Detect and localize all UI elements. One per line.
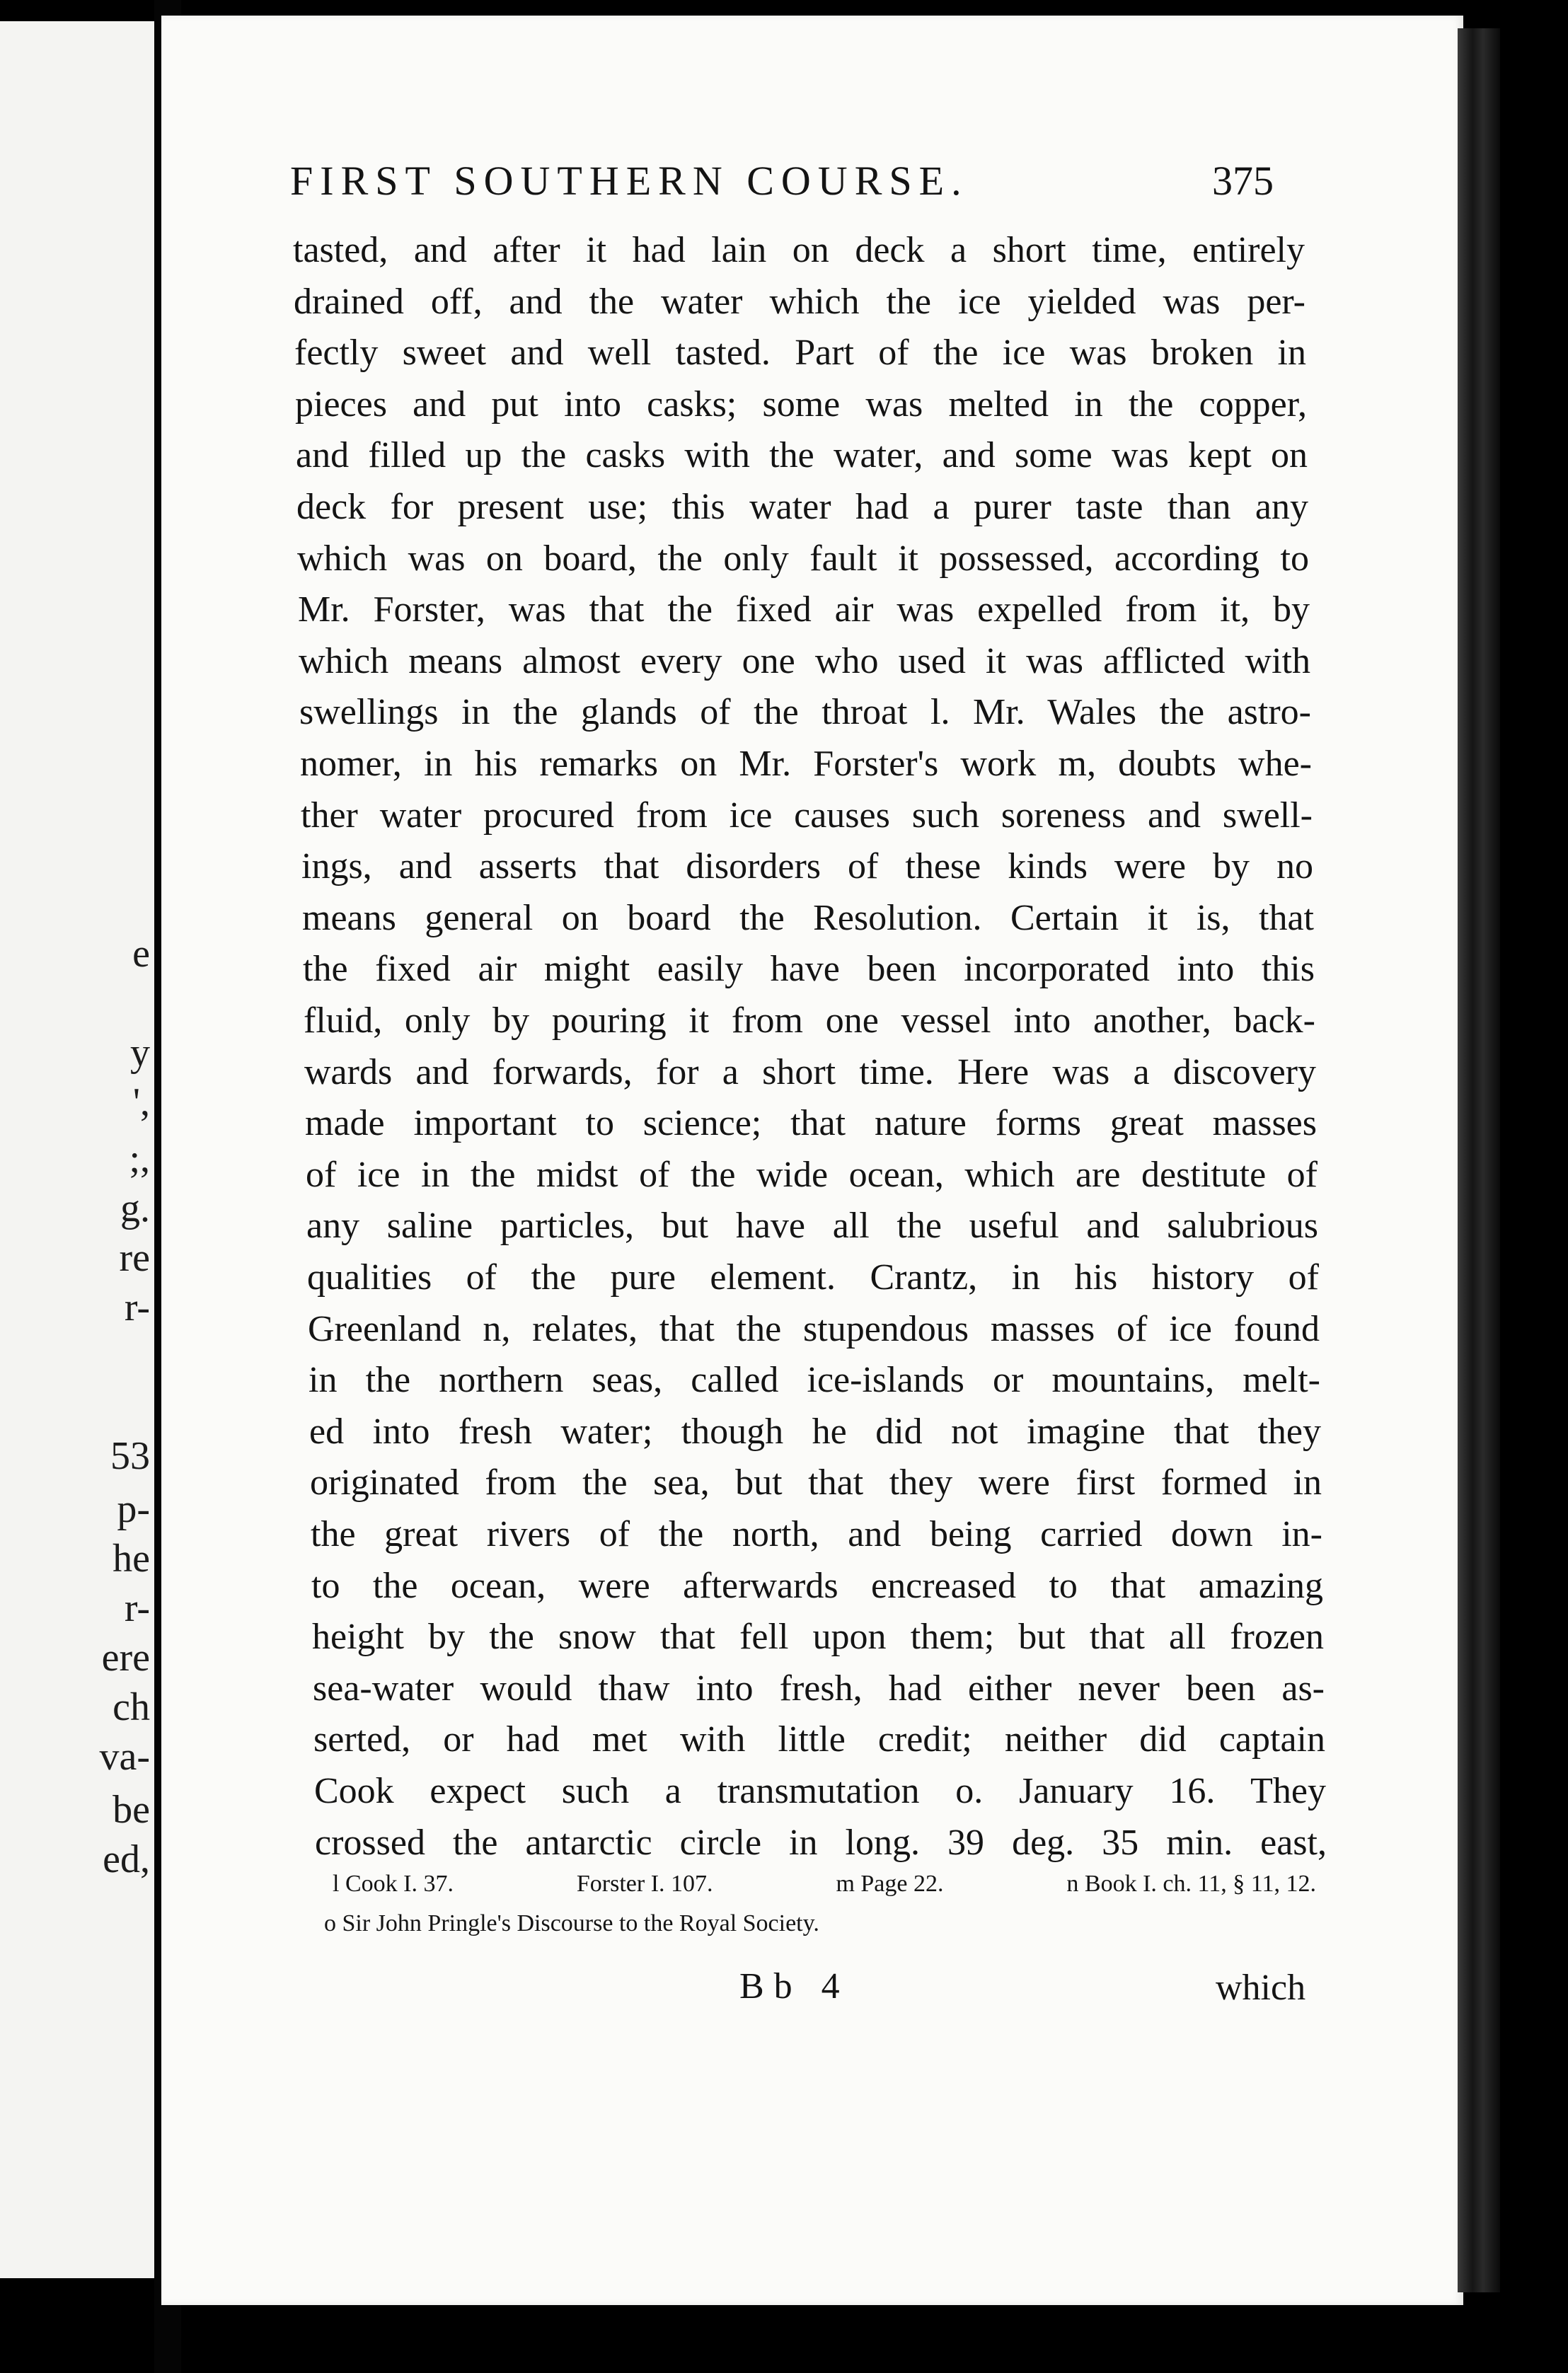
footnote-o: o Sir John Pringle's Discourse to the Royal Society.	[324, 1910, 819, 1936]
text-line: any saline particles, but have all the useful and salubrious	[306, 1206, 1318, 1247]
facing-page-line-end: 53	[110, 1434, 150, 1478]
facing-page-line-end: ed,	[103, 1837, 150, 1881]
text-line: originated from the sea, but that they were first formed in	[310, 1462, 1322, 1503]
text-line: made important to science; that nature forms great masses	[305, 1103, 1317, 1144]
text-line: fectly sweet and well tasted. Part of the ice was broken in	[294, 333, 1306, 374]
text-line: sea-water would thaw into fresh, had either never been as-	[313, 1668, 1325, 1709]
facing-page-line-end: g.	[120, 1186, 150, 1230]
running-head: FIRST SOUTHERN COURSE.	[290, 158, 969, 204]
text-line: serted, or had met with little credit; neither did captain	[313, 1719, 1325, 1760]
facing-page-line-end: ere	[101, 1636, 150, 1680]
text-line: deck for present use; this water had a purer taste than any	[296, 487, 1308, 527]
footnote-forster: Forster I. 107.	[576, 1871, 713, 1897]
text-line: drained off, and the water which the ice yielded was per-	[294, 281, 1305, 322]
text-line: nomer, in his remarks on Mr. Forster's work m, doubts whe-	[300, 744, 1312, 784]
text-line: fluid, only by pouring it from one vessel into another, back-	[304, 1000, 1315, 1041]
facing-page-line-end: be	[113, 1788, 150, 1832]
facing-page-line-end: y	[130, 1031, 150, 1075]
facing-page-line-end: r-	[124, 1286, 150, 1329]
footnote-m: m Page 22.	[836, 1871, 944, 1897]
text-line: ther water procured from ice causes such soreness and swell-	[301, 795, 1313, 836]
text-line: which means almost every one who used it was afflicted with	[299, 640, 1310, 681]
text-line: ings, and asserts that disorders of these kinds were by no	[301, 846, 1313, 887]
text-line: height by the snow that fell upon them; but that all frozen	[312, 1617, 1324, 1658]
text-line: tasted, and after it had lain on deck a short time, entirely	[293, 230, 1305, 270]
facing-page-line-end: va-	[99, 1735, 150, 1779]
text-line: wards and forwards, for a short time. Here was a discovery	[304, 1051, 1316, 1092]
facing-page-line-end: e	[132, 932, 150, 976]
text-line: and filled up the casks with the water, and some was kept on	[296, 435, 1308, 476]
facing-page-fragment	[0, 21, 156, 2278]
text-line: ed into fresh water; though he did not imagine that they	[309, 1411, 1321, 1452]
text-line: crossed the antarctic circle in long. 39 deg. 35 min. east,	[315, 1822, 1327, 1863]
text-line: the great rivers of the north, and being carried down in-	[311, 1514, 1322, 1554]
text-line: to the ocean, were afterwards encreased to that amazing	[311, 1565, 1323, 1606]
binding-edge	[1458, 28, 1500, 2292]
facing-page-line-end: r-	[124, 1586, 150, 1630]
facing-page-line-end: p-	[117, 1487, 150, 1531]
facing-page-line-end: ch	[113, 1685, 150, 1729]
catchword: which	[1216, 1968, 1306, 2008]
text-line: pieces and put into casks; some was melted in the copper,	[295, 383, 1307, 425]
facing-page-line-end: he	[113, 1537, 150, 1581]
footnote-n: n Book I. ch. 11, § 11, 12.	[1066, 1871, 1316, 1897]
text-line: which was on board, the only fault it possessed, according to	[297, 538, 1309, 579]
page-number: 375	[1212, 158, 1274, 204]
page-header	[290, 157, 1274, 214]
text-line: the fixed air might easily have been incorporated into this	[303, 949, 1315, 990]
text-line: means general on board the Resolution. Certain it is, that	[302, 897, 1314, 938]
facing-page-line-end: ',	[132, 1080, 150, 1124]
facing-page-line-end: re	[119, 1236, 150, 1280]
facing-page-line-end: ;,	[129, 1137, 150, 1181]
text-line: qualities of the pure element. Crantz, in his history of	[307, 1257, 1319, 1298]
text-line: swellings in the glands of the throat l. Mr. Wales the astro-	[299, 692, 1311, 733]
footnote-line-1	[333, 1866, 1316, 1902]
text-line: in the northern seas, called ice-islands or mountains, melt-	[309, 1360, 1320, 1401]
footnote-l: l Cook I. 37.	[333, 1871, 454, 1897]
background-edge	[1500, 0, 1568, 2373]
text-line: Cook expect such a transmutation o. January 16. They	[314, 1771, 1326, 1811]
footnote-line-2	[324, 1906, 1308, 1941]
text-line: Greenland n, relates, that the stupendous masses of ice found	[308, 1308, 1320, 1349]
text-line: of ice in the midst of the wide ocean, which are destitute of	[306, 1154, 1318, 1195]
signature-mark: Bb 4	[739, 1966, 850, 2007]
text-line: Mr. Forster, was that the fixed air was expelled from it, by	[298, 589, 1310, 630]
